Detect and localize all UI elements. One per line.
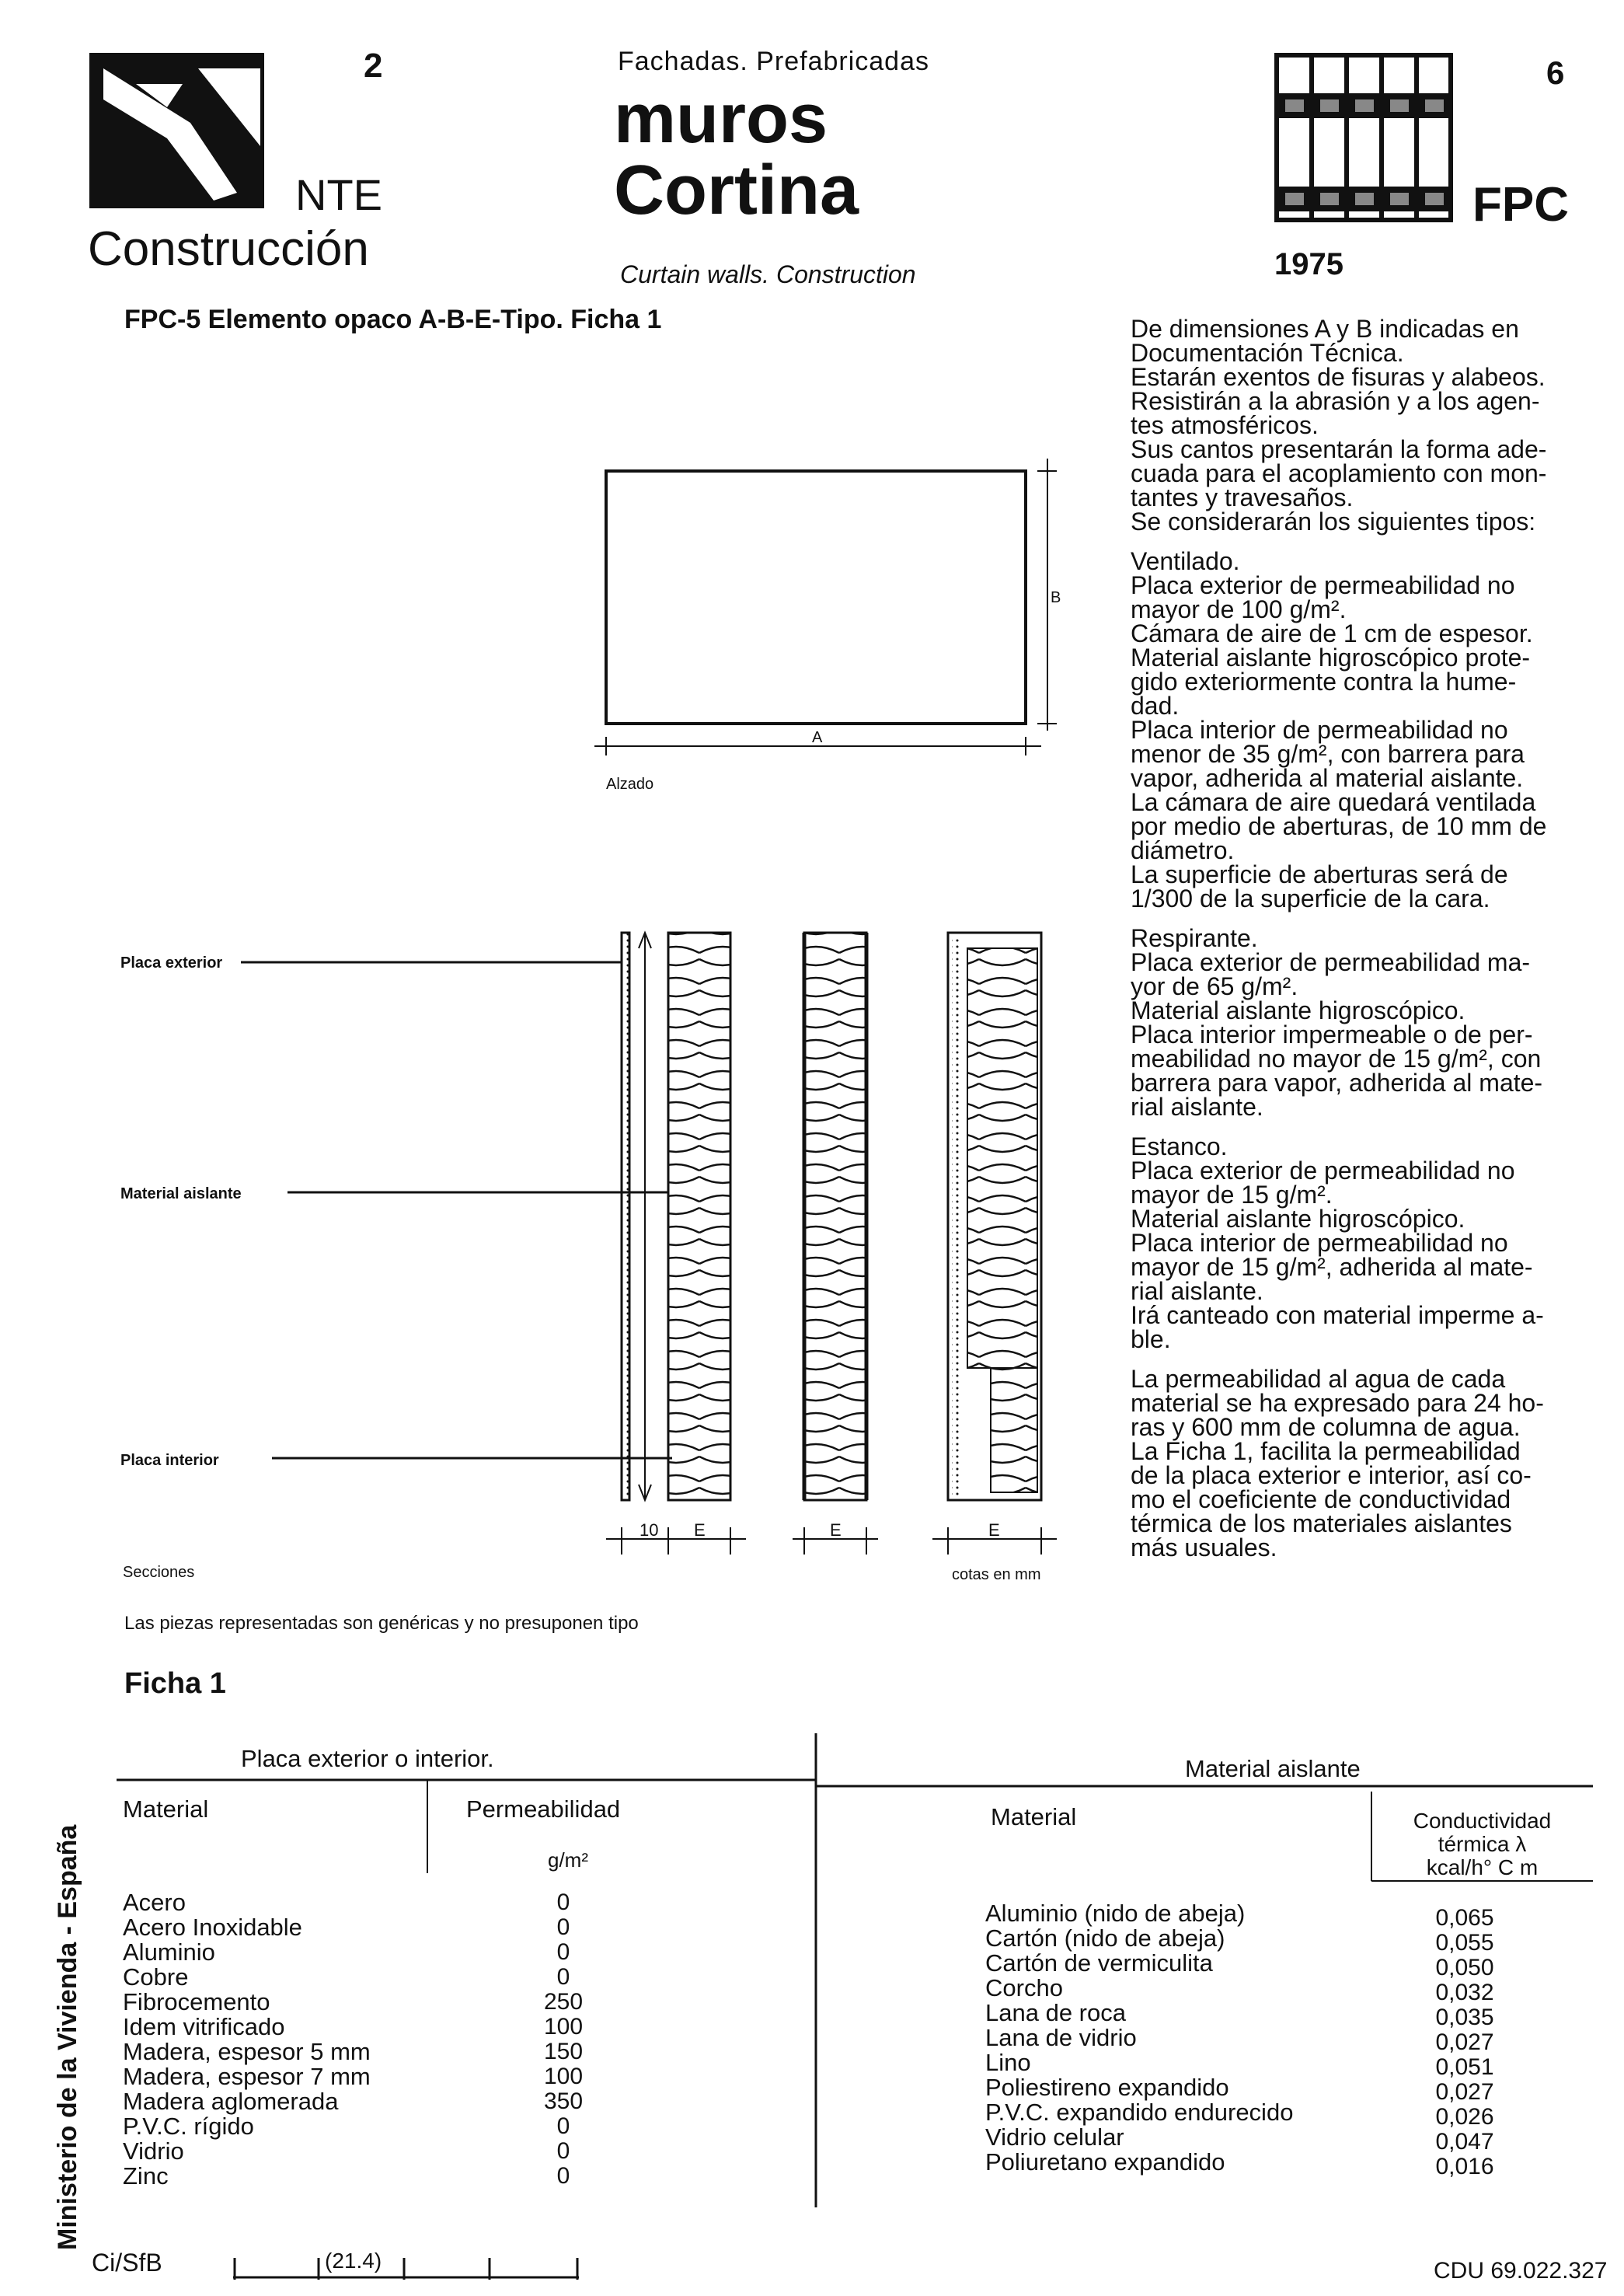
right-cond-values — [1410, 1906, 1519, 2179]
table-cell: 100 — [543, 2014, 584, 2040]
table-cell: 350 — [543, 2088, 584, 2114]
text-line: mayor de 15 g/m². — [1131, 1181, 1333, 1209]
dim-e3: E — [988, 1520, 1000, 1540]
text-line: De dimensiones A y B indicadas en — [1131, 315, 1519, 343]
text-line: yor de 65 g/m². — [1131, 972, 1298, 1000]
col-perm-unit: g/m² — [548, 1848, 588, 1872]
year: 1975 — [1274, 247, 1343, 281]
text-line: mayor de 15 g/m², adherida al mate- — [1131, 1253, 1533, 1281]
dim-10: 10 — [639, 1520, 659, 1540]
table-cell: 0,050 — [1435, 1955, 1494, 1980]
cond-header-line: Conductividad — [1413, 1809, 1552, 1833]
table-cell: Aluminio — [123, 1938, 215, 1966]
table-cell: Cobre — [123, 1963, 189, 1991]
pieces-note: Las piezas representadas son genéricas y no presuponen tipo — [124, 1613, 639, 1634]
table-cell: 0,032 — [1435, 1980, 1494, 2005]
text-line: de la placa exterior e interior, así co- — [1131, 1461, 1532, 1489]
table-cell: 0,051 — [1435, 2054, 1494, 2080]
col-material-left: Material — [123, 1795, 209, 1823]
nte-label: NTE — [295, 170, 382, 219]
table-cell: 0,016 — [1435, 2154, 1494, 2179]
dim-e2: E — [830, 1520, 842, 1540]
table-left-title: Placa exterior o interior. — [241, 1745, 494, 1772]
text-line: ras y 600 mm de columna de agua. — [1131, 1413, 1521, 1441]
text-line: térmica de los materiales aislantes — [1131, 1509, 1512, 1537]
sections-drawing — [233, 925, 1088, 1562]
placa-exterior-label: Placa exterior — [120, 954, 223, 972]
table-cell: 150 — [543, 2039, 584, 2064]
table-cell: 0,047 — [1435, 2129, 1494, 2155]
text-line: Estarán exentos de fisuras y alabeos. — [1131, 363, 1546, 391]
right-material-list — [985, 1901, 1293, 2175]
table-cell: Poliestireno expandido — [985, 2074, 1229, 2101]
text-line: material se ha expresado para 24 ho- — [1131, 1389, 1544, 1417]
cdu-label: CDU 69.022.327 — [1434, 2258, 1608, 2284]
cisfb-label: Ci/SfB — [92, 2249, 162, 2277]
table-cell: Lana de vidrio — [985, 2024, 1137, 2051]
text-line: Placa exterior de permeabilidad no — [1131, 1157, 1515, 1185]
text-line: Placa exterior de permeabilidad ma- — [1131, 948, 1531, 976]
text-line: La cámara de aire quedará ventilada — [1131, 788, 1536, 816]
cisfb-box — [233, 2242, 583, 2281]
table-cell: 100 — [543, 2064, 584, 2089]
text-line: mo el coeficiente de conductividad — [1131, 1485, 1511, 1513]
placa-interior-label: Placa interior — [120, 1452, 219, 1469]
subtitle-english: Curtain walls. Construction — [620, 260, 916, 288]
text-line: mayor de 100 g/m². — [1131, 595, 1347, 623]
text-line: Documentación Técnica. — [1131, 339, 1404, 367]
text-line: menor de 35 g/m², con barrera para — [1131, 740, 1525, 768]
text-line: Irá canteado con material imperme a- — [1131, 1301, 1544, 1329]
cotas-label: cotas en mm — [952, 1566, 1041, 1583]
table-cell: 0,035 — [1435, 2005, 1494, 2030]
text-line: La permeabilidad al agua de cada — [1131, 1365, 1506, 1393]
fpc-code: FPC — [1472, 178, 1569, 232]
nte-logo — [89, 53, 264, 208]
table-cell: 0 — [556, 2138, 570, 2164]
page-number: 6 — [1546, 54, 1565, 91]
text-line: Respirante. — [1131, 924, 1258, 952]
table-cell: 0,055 — [1435, 1930, 1494, 1956]
text-line: meabilidad no mayor de 15 g/m², con — [1131, 1045, 1542, 1073]
table-cell: Cartón de vermiculita — [985, 1949, 1213, 1977]
table-cell: Madera aglomerada — [123, 2088, 339, 2115]
cond-header-line: kcal/h° C m — [1426, 1855, 1539, 1879]
text-line: La superficie de aberturas será de — [1131, 860, 1508, 888]
text-line: Material aislante higroscópico. — [1131, 996, 1465, 1024]
text-line: más usuales. — [1131, 1534, 1277, 1561]
title-muros: muros — [614, 80, 828, 158]
table-cell: Idem vitrificado — [123, 2013, 285, 2040]
text-line: Placa interior de permeabilidad no — [1131, 1229, 1508, 1257]
col-permeabilidad: Permeabilidad — [466, 1795, 621, 1823]
table-cell: 0 — [556, 1939, 570, 1965]
alzado-drawing — [591, 459, 1072, 769]
table-right-title: Material aislante — [1185, 1755, 1361, 1782]
table-cell: Vidrio — [123, 2137, 184, 2165]
text-line: Placa exterior de permeabilidad no — [1131, 571, 1515, 599]
text-line: Se considerarán los siguientes tipos: — [1131, 508, 1536, 536]
table-cell: Vidrio celular — [985, 2123, 1124, 2151]
text-line: Placa interior impermeable o de per- — [1131, 1021, 1533, 1049]
text-line: Ventilado. — [1131, 547, 1240, 575]
table-cell: Corcho — [985, 1974, 1063, 2001]
left-perm-values — [513, 1890, 614, 2189]
cond-header-line: térmica λ — [1438, 1832, 1527, 1856]
table-cell: 0,027 — [1435, 2079, 1494, 2105]
table-cell: 0 — [556, 1914, 570, 1940]
table-cell: 0 — [556, 2163, 570, 2189]
construccion-label: Construcción — [88, 222, 369, 276]
text-line: gido exteriormente contra la hume- — [1131, 668, 1517, 696]
cisfb-code: (21.4) — [325, 2249, 382, 2273]
respirante-paragraph — [1131, 926, 1597, 1119]
text-line: barrera para vapor, adherida al mate- — [1131, 1069, 1543, 1097]
text-line: Cámara de aire de 1 cm de espesor. — [1131, 619, 1533, 647]
text-line: La Ficha 1, facilita la permeabilidad — [1131, 1437, 1521, 1465]
text-line: dad. — [1131, 692, 1180, 720]
table-cell: Lino — [985, 2049, 1031, 2076]
text-line: 1/300 de la superficie de la cara. — [1131, 885, 1490, 912]
table-cell: Madera, espesor 5 mm — [123, 2038, 371, 2065]
text-line: diámetro. — [1131, 836, 1235, 864]
table-cell: P.V.C. expandido endurecido — [985, 2099, 1294, 2126]
ventilado-paragraph — [1131, 547, 1597, 912]
text-line: cuada para el acoplamiento con mon- — [1131, 459, 1547, 487]
ministerio-label: Ministerio de la Vivienda - España — [53, 1824, 82, 2250]
permeabilidad-paragraph — [1131, 1367, 1597, 1560]
table-cell: P.V.C. rígido — [123, 2113, 254, 2140]
table-cell: Acero Inoxidable — [123, 1914, 302, 1941]
alzado-label: Alzado — [606, 776, 654, 793]
text-line: Sus cantos presentarán la forma ade- — [1131, 435, 1547, 463]
text-line: tes atmosféricos. — [1131, 411, 1319, 439]
col-material-right: Material — [991, 1803, 1077, 1830]
text-line: tantes y travesaños. — [1131, 483, 1354, 511]
text-line: vapor, adherida al material aislante. — [1131, 764, 1524, 792]
text-line: Material aislante higroscópico prote- — [1131, 644, 1531, 672]
text-line: Estanco. — [1131, 1132, 1228, 1160]
table-cell: 250 — [543, 1989, 584, 2015]
intro-paragraph — [1131, 317, 1597, 534]
dim-b-label: B — [1051, 589, 1061, 606]
left-material-list — [123, 1890, 371, 2189]
estanco-paragraph — [1131, 1132, 1597, 1353]
table-cell: 0,026 — [1435, 2104, 1494, 2130]
secciones-label: Secciones — [123, 1564, 195, 1581]
material-aislante-label: Material aislante — [120, 1185, 242, 1202]
title-cortina: Cortina — [614, 152, 859, 229]
description-text — [1131, 317, 1597, 1575]
table-cell: Lana de roca — [985, 1999, 1126, 2026]
text-line: rial aislante. — [1131, 1093, 1263, 1121]
text-line: por medio de aberturas, de 10 mm de — [1131, 812, 1547, 840]
table-cell: 0,027 — [1435, 2029, 1494, 2055]
nte-number: 2 — [364, 47, 383, 85]
section-heading: FPC-5 Elemento opaco A-B-E-Tipo. Ficha 1 — [124, 305, 662, 334]
table-cell: 0 — [556, 1964, 570, 1990]
category-label: Fachadas. Prefabricadas — [618, 47, 929, 76]
text-line: rial aislante. — [1131, 1277, 1263, 1305]
text-line: Resistirán a la abrasión y a los agen- — [1131, 387, 1540, 415]
table-cell: 0,065 — [1435, 1905, 1494, 1931]
table-cell: 0 — [556, 2113, 570, 2139]
dim-e1: E — [694, 1520, 706, 1540]
ficha-heading: Ficha 1 — [124, 1667, 226, 1700]
table-cell: Aluminio (nido de abeja) — [985, 1900, 1246, 1927]
table-cell: 0 — [556, 1889, 570, 1915]
text-line: ble. — [1131, 1325, 1171, 1353]
table-cell: Acero — [123, 1889, 186, 1916]
table-cell: Poliuretano expandido — [985, 2148, 1225, 2176]
ministerio-vertical — [53, 1825, 83, 2250]
table-cell: Fibrocemento — [123, 1988, 270, 2015]
col-conductividad — [1375, 1809, 1589, 1879]
text-line: Placa interior de permeabilidad no — [1131, 716, 1508, 744]
table-cell: Madera, espesor 7 mm — [123, 2063, 371, 2090]
text-line: Material aislante higroscópico. — [1131, 1205, 1465, 1233]
table-cell: Zinc — [123, 2162, 169, 2190]
grid-logo — [1274, 53, 1453, 222]
dim-a-label: A — [812, 729, 823, 746]
table-cell: Cartón (nido de abeja) — [985, 1924, 1225, 1952]
